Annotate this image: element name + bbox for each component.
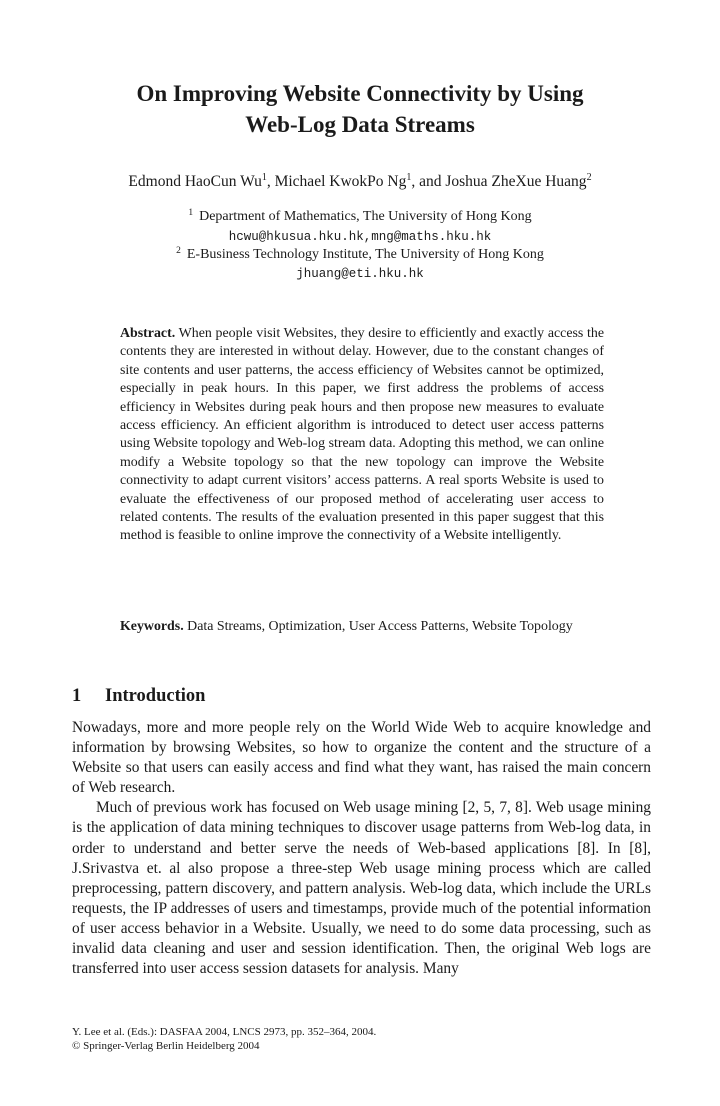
title-line-2: Web-Log Data Streams bbox=[245, 112, 475, 137]
author-separator: , bbox=[266, 173, 275, 190]
affiliation-2-mark: 2 bbox=[176, 246, 181, 256]
abstract bbox=[120, 325, 604, 546]
keywords bbox=[120, 618, 604, 636]
author-list bbox=[40, 172, 680, 192]
keywords-label: Keywords. bbox=[120, 619, 184, 634]
affiliation-2-email: jhuang@eti.hku.hk bbox=[296, 267, 424, 281]
author-3-affiliation-mark: 2 bbox=[586, 172, 592, 183]
title-line-1: On Improving Website Connectivity by Using bbox=[136, 81, 584, 106]
affiliation-2-name: E-Business Technology Institute, The University of Hong Kong bbox=[186, 247, 544, 262]
publication-footer bbox=[72, 1025, 376, 1053]
affiliation-1 bbox=[60, 208, 660, 226]
paragraph: Much of previous work has focused on Web usage mining [2, 5, 7, 8]. Web usage mining is the application of data mining techniques to discover usage patterns from Web-log data, in order to understand and better serve the needs of Web-based applications [8]. In [8], J.Srivastva et. al also propose a three-step Web usage mining process which are called preprocessing, pattern discovery, and pattern analysis. Web-log data, which include the URLs requests, the IP addresses of users and timestamps, provide much of the potential information of user access behavior in a Website. Usually, we need to do some data processing, such as invalid data cleaning and user and session identification. Then, the original Web logs are transferred into user access session datasets for analysis. Many bbox=[72, 799, 651, 978]
author-1-affiliation-mark: 1 bbox=[261, 172, 267, 183]
section-heading bbox=[72, 685, 205, 707]
author-2: Michael KwokPo Ng bbox=[274, 173, 407, 190]
author-3: Joshua ZheXue Huang bbox=[445, 173, 587, 190]
author-separator: , and bbox=[411, 173, 446, 190]
section-number: 1 bbox=[72, 686, 82, 706]
citation-line: Y. Lee et al. (Eds.): DASFAA 2004, LNCS 2973, pp. 352–364, 2004. bbox=[72, 1026, 377, 1038]
affiliation-1-mark: 1 bbox=[188, 208, 194, 218]
affiliation-1-name: Department of Mathematics, The University of Hong Kong bbox=[199, 209, 532, 224]
author-1: Edmond HaoCun Wu bbox=[128, 173, 262, 190]
section-title: Introduction bbox=[105, 686, 206, 706]
abstract-text: When people visit Websites, they desire to efficiently and exactly access the contents they are interested in without delay. However, due to the constant changes of site contents and user patterns, the access efficiency of Websites cannot be optimized, especially in peak hours. In this paper, we first address the problems of access efficiency in Websites during peak hours and then propose new measures to evaluate access efficiency. An efficient algorithm is introduced to detect user access patterns using Website topology and Web-log stream data. Adopting this method, we can online modify a Website topology so that the new topology can improve the Website connectivity to adapt current visitors’ access patterns. A real sports Website is used to evaluate the effectiveness of our proposed method of accelerating user access to related contents. The results of the evaluation presented in this paper suggest that this method is feasible to online improve the connectivity of a Website intelligently. bbox=[120, 326, 604, 544]
affiliation-2 bbox=[60, 246, 660, 264]
keywords-text: Data Streams, Optimization, User Access Patterns, Website Topology bbox=[187, 619, 573, 634]
body-text bbox=[72, 718, 651, 979]
affiliation-1-email: hcwu@hkusua.hku.hk,mng@maths.hku.hk bbox=[228, 230, 492, 244]
abstract-label: Abstract. bbox=[120, 326, 176, 341]
paragraph: Nowadays, more and more people rely on the World Wide Web to acquire knowledge and information by browsing Websites, so how to organize the content and the structure of a Website so that users can easily access and find what they want, has raised the main concern of Web research. bbox=[72, 719, 651, 797]
author-2-affiliation-mark: 1 bbox=[406, 172, 412, 183]
copyright-line: © Springer-Verlag Berlin Heidelberg 2004 bbox=[72, 1040, 260, 1052]
paper-title bbox=[60, 78, 660, 140]
